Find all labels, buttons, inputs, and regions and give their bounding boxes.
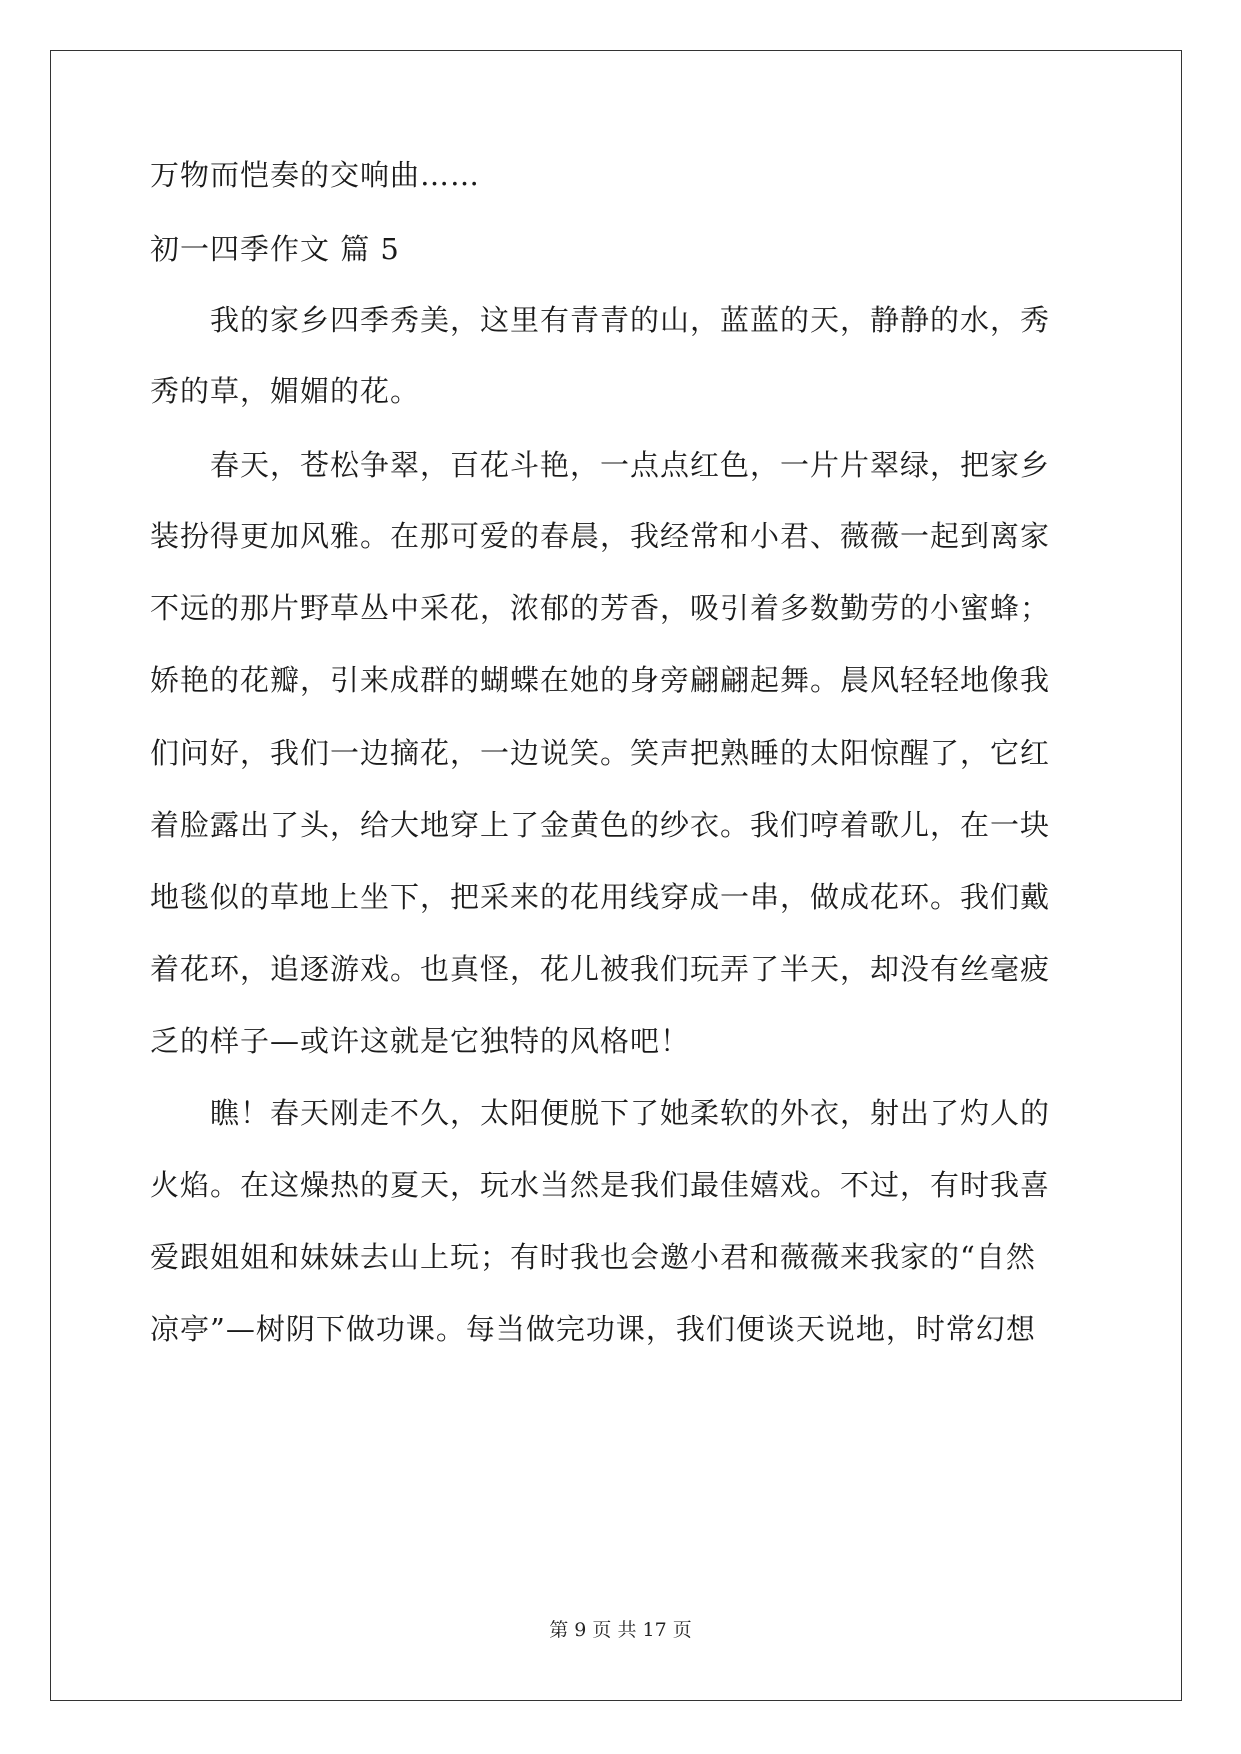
text-line: 火焰。在这燥热的夏天，玩水当然是我们最佳嬉戏。不过，有时我喜 — [150, 1168, 1051, 1202]
section-heading: 初一四季作文 篇 5 — [150, 232, 400, 266]
text-line: 着花环，追逐游戏。也真怪，花儿被我们玩弄了半天，却没有丝毫疲 — [150, 952, 1051, 986]
text-line: 装扮得更加风雅。在那可爱的春晨，我经常和小君、薇薇一起到离家 — [150, 519, 1051, 553]
text-line: 瞧！春天刚走不久，太阳便脱下了她柔软的外衣，射出了灼人的 — [150, 1096, 1051, 1130]
text-line: 乏的样子—或许这就是它独特的风格吧！ — [150, 1024, 691, 1058]
text-line: 着脸露出了头，给大地穿上了金黄色的纱衣。我们哼着歌儿，在一块 — [150, 808, 1051, 842]
text-line: 爱跟姐姐和妹妹去山上玩；有时我也会邀小君和薇薇来我家的“自然 — [150, 1240, 1036, 1274]
text-line: 凉亭”—树阴下做功课。每当做完功课，我们便谈天说地，时常幻想 — [150, 1312, 1036, 1346]
text-line: 万物而恺奏的交响曲…… — [150, 158, 481, 192]
text-line: 不远的那片野草丛中采花，浓郁的芳香，吸引着多数勤劳的小蜜蜂； — [150, 591, 1051, 625]
page-number-footer: 第 9 页 共 17 页 — [549, 1619, 692, 1641]
page-border — [50, 50, 1182, 1701]
text-line: 秀的草，媚媚的花。 — [150, 374, 421, 408]
text-line: 娇艳的花瓣，引来成群的蝴蝶在她的身旁翩翩起舞。晨风轻轻地像我 — [150, 663, 1051, 697]
text-line: 我的家乡四季秀美，这里有青青的山，蓝蓝的天，静静的水，秀 — [150, 303, 1051, 337]
text-line: 地毯似的草地上坐下，把采来的花用线穿成一串，做成花环。我们戴 — [150, 880, 1051, 914]
text-line: 春天，苍松争翠，百花斗艳，一点点红色，一片片翠绿，把家乡 — [150, 448, 1051, 482]
text-line: 们问好，我们一边摘花，一边说笑。笑声把熟睡的太阳惊醒了，它红 — [150, 736, 1051, 770]
